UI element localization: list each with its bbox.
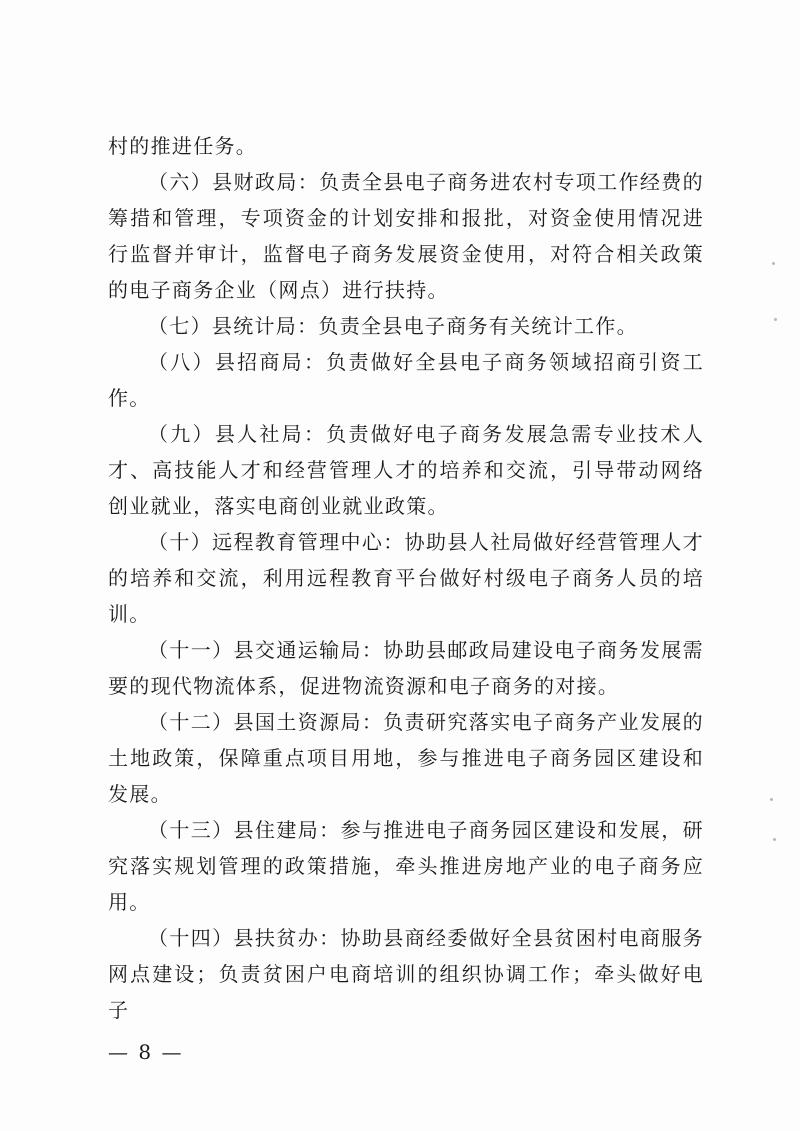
paragraph-investment-bureau: （八）县招商局：负责做好全县电子商务领域招商引资工作。 bbox=[108, 350, 704, 410]
scan-speck bbox=[773, 838, 776, 841]
paragraph-land-resources-bureau: （十二）县国土资源局：负责研究落实电子商务产业发展的土地政策，保障重点项目用地，参与推进电子商务园区建设和发展。 bbox=[108, 710, 704, 806]
paragraph-poverty-office: （十四）县扶贫办：协助县商经委做好全县贫困村电商服务网点建设；负责贫困户电商培训的组织协调工作；牵头做好电子 bbox=[108, 926, 704, 1022]
scan-speck bbox=[774, 318, 777, 321]
body-text bbox=[108, 128, 704, 1028]
scan-speck bbox=[770, 798, 773, 801]
page-number: — 8 — bbox=[108, 1040, 184, 1064]
scan-speck bbox=[772, 262, 775, 265]
paragraph-hr-bureau: （九）县人社局：负责做好电子商务发展急需专业技术人才、高技能人才和经营管理人才的培养和交流，引导带动网络创业就业，落实电商创业就业政策。 bbox=[108, 422, 704, 518]
paragraph-statistics-bureau: （七）县统计局：负责全县电子商务有关统计工作。 bbox=[148, 314, 638, 338]
paragraph-finance-bureau: （六）县财政局：负责全县电子商务进农村专项工作经费的筹措和管理，专项资金的计划安排和报批，对资金使用情况进行监督并审计，监督电子商务发展资金使用，对符合相关政策的电子商务企业（网点）进行扶持。 bbox=[108, 170, 704, 302]
paragraph-housing-bureau: （十三）县住建局：参与推进电子商务园区建设和发展，研究落实规划管理的政策措施，牵头推进房地产业的电子商务应用。 bbox=[108, 818, 704, 914]
paragraph-continuation: 村的推进任务。 bbox=[108, 134, 258, 158]
paragraph-distance-education: （十）远程教育管理中心：协助县人社局做好经营管理人才的培养和交流，利用远程教育平台做好村级电子商务人员的培训。 bbox=[108, 530, 704, 626]
paragraph-transport-bureau: （十一）县交通运输局：协助县邮政局建设电子商务发展需要的现代物流体系，促进物流资源和电子商务的对接。 bbox=[108, 638, 704, 698]
